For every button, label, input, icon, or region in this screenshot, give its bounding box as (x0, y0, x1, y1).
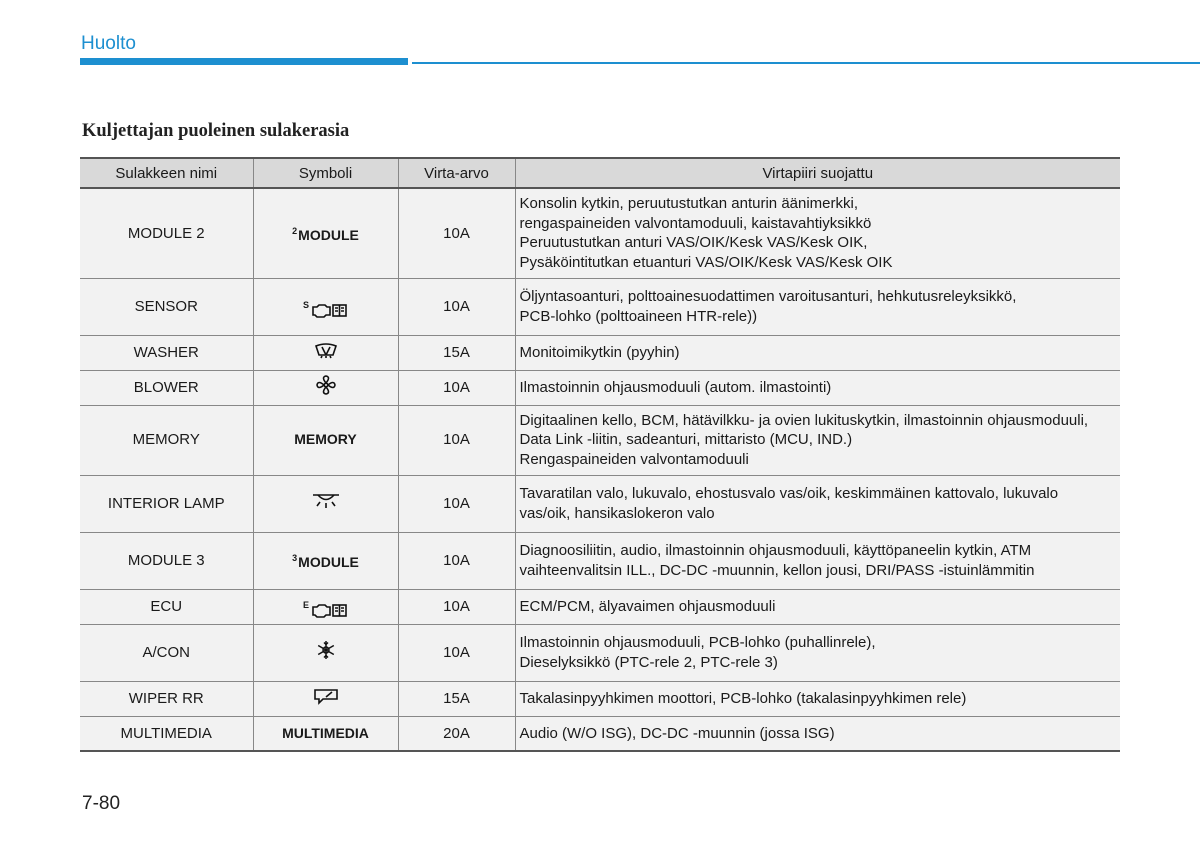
interior-lamp-icon (311, 491, 341, 511)
fuse-circuit-line: Diagnoosiliitin, audio, ilmastoinnin ohjausmoduuli, käyttöpaneelin kytkin, ATM (519, 542, 1032, 559)
table-row (80, 188, 1120, 278)
fuse-circuit (515, 681, 1120, 716)
fuse-table (80, 157, 1120, 752)
fuse-symbol-index: E (302, 600, 309, 610)
fuse-name: BLOWER (80, 370, 253, 405)
engine-manual-icon (303, 301, 348, 319)
fuse-symbol (253, 532, 398, 589)
fuse-circuit-line: rengaspaineiden valvontamoduuli, kaistavahtiyksikkö (519, 214, 872, 232)
fuse-symbol-label: MEMORY (294, 431, 357, 448)
fuse-symbol-index: 3 (292, 552, 298, 563)
table-row (80, 532, 1120, 589)
column-header-symbol: Symboli (253, 158, 398, 188)
fuse-symbol-label: MODULE (298, 553, 359, 570)
fuse-circuit (515, 716, 1120, 751)
fuse-symbol-text (294, 431, 356, 447)
fuse-circuit-line: Audio (W/O ISG), DC-DC -muunnin (jossa ISG) (519, 724, 835, 742)
fuse-name: A/CON (80, 624, 253, 681)
fuse-circuit-line: Digitaalinen kello, BCM, hätävilkku- ja ovien lukituskytkin, ilmastoinnin ohjausmoduuli, (519, 411, 1089, 429)
page-number: 7-80 (82, 793, 121, 814)
fuse-rating: 10A (398, 188, 515, 278)
fuse-circuit (515, 475, 1120, 532)
fuse-circuit (515, 624, 1120, 681)
fuse-rating: 10A (398, 532, 515, 589)
header-accent-bar (80, 58, 408, 65)
fuse-name: MODULE 2 (80, 188, 253, 278)
table-row (80, 370, 1120, 405)
fuse-symbol-label: MODULE (298, 226, 359, 243)
fuse-rating: 10A (398, 624, 515, 681)
column-header-rating: Virta-arvo (398, 158, 515, 188)
fuse-circuit-line: Tavaratilan valo, lukuvalo, ehostusvalo vas/oik, keskimmäinen kattovalo, lukuvalo (519, 485, 1059, 502)
fuse-circuit-line: Monitoimikytkin (pyyhin) (519, 343, 680, 361)
table-row (80, 335, 1120, 370)
fuse-circuit-line: Konsolin kytkin, peruutustutkan anturin äänimerkki, (519, 195, 859, 213)
page-heading: Kuljettajan puoleinen sulakerasia (82, 121, 350, 141)
table-row (80, 278, 1120, 335)
fuse-symbol (253, 335, 398, 370)
fuse-circuit-line: Öljyntasoanturi, polttoainesuodattimen varoitusanturi, hehkutusreleyksikkö, (519, 288, 1017, 305)
fuse-name: ECU (80, 589, 253, 624)
fuse-rating: 15A (398, 681, 515, 716)
column-header-circuit: Virtapiiri suojattu (515, 158, 1120, 188)
fuse-symbol (253, 475, 398, 532)
fuse-symbol-text (292, 554, 359, 570)
fuse-circuit (515, 188, 1120, 278)
table-row (80, 681, 1120, 716)
fuse-circuit-line: Takalasinpyyhkimen moottori, PCB-lohko (takalasinpyyhkimen rele) (519, 689, 967, 707)
fuse-name: MULTIMEDIA (80, 716, 253, 751)
fuse-rating: 10A (398, 405, 515, 475)
fuse-name: MEMORY (80, 405, 253, 475)
fuse-symbol (253, 370, 398, 405)
fuse-symbol-index: 2 (292, 225, 298, 236)
fuse-circuit-line: Data Link -liitin, sadeanturi, mittaristo (MCU, IND.) (519, 431, 853, 449)
fan-icon (316, 375, 336, 395)
section-title: Huolto (81, 33, 136, 54)
fuse-circuit-line: Rengaspaineiden valvontamoduuli (519, 450, 749, 468)
table-row (80, 405, 1120, 475)
fuse-symbol (253, 278, 398, 335)
fuse-rating: 20A (398, 716, 515, 751)
fuse-symbol (253, 188, 398, 278)
fuse-rating: 15A (398, 335, 515, 370)
fuse-symbol (253, 589, 398, 624)
table-row (80, 716, 1120, 751)
fuse-circuit-line: Dieselyksikkö (PTC-rele 2, PTC-rele 3) (519, 653, 778, 671)
fuse-rating: 10A (398, 589, 515, 624)
fuse-circuit (515, 532, 1120, 589)
fuse-rating: 10A (398, 475, 515, 532)
fuse-symbol (253, 624, 398, 681)
fuse-circuit-line: vaihteenvalitsin ILL., DC-DC -muunnin, kellon jousi, DRI/PASS -istuinlämmitin (519, 561, 1035, 579)
engine-manual-icon (303, 601, 348, 619)
fuse-circuit-line: Peruutustutkan anturi VAS/OIK/Kesk VAS/Kesk OIK, (519, 234, 868, 252)
fuse-symbol (253, 681, 398, 716)
table-row (80, 589, 1120, 624)
fuse-circuit (515, 335, 1120, 370)
fuse-circuit (515, 370, 1120, 405)
fuse-symbol-label: MULTIMEDIA (282, 724, 369, 741)
fuse-circuit (515, 405, 1120, 475)
header-rule (412, 62, 1200, 64)
fuse-circuit (515, 589, 1120, 624)
fuse-circuit-line: ECM/PCM, älyavaimen ohjausmoduuli (519, 597, 776, 615)
fuse-symbol-index: S (302, 300, 309, 310)
washer-icon (313, 341, 339, 359)
fuse-name: WIPER RR (80, 681, 253, 716)
fuse-circuit (515, 278, 1120, 335)
fuse-circuit-line: Ilmastoinnin ohjausmoduuli (autom. ilmastointi) (519, 378, 832, 396)
rear-wiper-icon (312, 687, 340, 705)
fuse-rating: 10A (398, 370, 515, 405)
table-row (80, 624, 1120, 681)
fuse-symbol (253, 405, 398, 475)
fuse-circuit-line: Pysäköintitutkan etuanturi VAS/OIK/Kesk VAS/Kesk OIK (519, 253, 893, 271)
fuse-symbol-text (292, 227, 359, 243)
fuse-name: MODULE 3 (80, 532, 253, 589)
fuse-circuit-line: vas/oik, hansikaslokeron valo (519, 504, 715, 522)
fuse-symbol-text (282, 725, 369, 741)
table-row (80, 475, 1120, 532)
table-header-row (80, 158, 1120, 188)
fuse-name: WASHER (80, 335, 253, 370)
fuse-circuit-line: PCB-lohko (polttoaineen HTR-rele)) (519, 307, 758, 325)
fuse-name: SENSOR (80, 278, 253, 335)
fuse-symbol (253, 716, 398, 751)
fuse-rating: 10A (398, 278, 515, 335)
fuse-circuit-line: Ilmastoinnin ohjausmoduuli, PCB-lohko (puhallinrele), (519, 634, 876, 651)
fuse-name: INTERIOR LAMP (80, 475, 253, 532)
column-header-name: Sulakkeen nimi (80, 158, 253, 188)
snowflake-icon (316, 640, 336, 660)
